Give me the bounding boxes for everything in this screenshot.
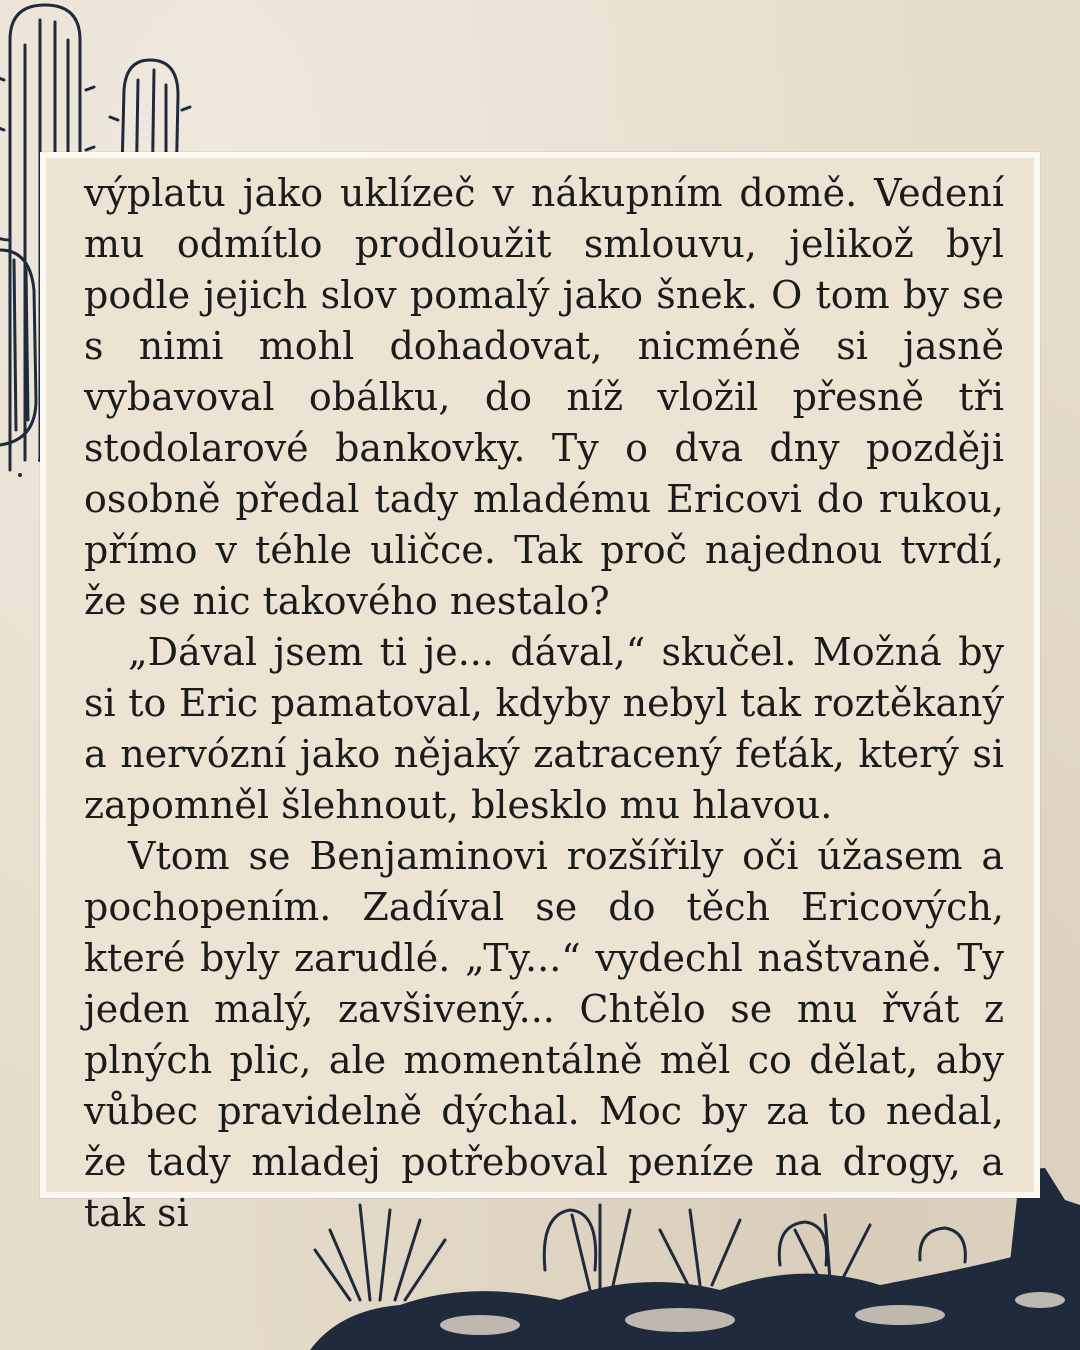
paragraph: „Dával jsem ti je... dával,“ skučel. Možná by si to Eric pamatoval, kdyby nebyl tak roztěkaný a nervózní jako nějaký zatracený feťák, který si zapomněl šlehnout, blesklo mu hlavou. [84,630,1004,827]
paragraph: výplatu jako uklízeč v nákupním domě. Vedení mu odmítlo prodloužit smlouvu, jelikož byl podle jejich slov pomalý jako šnek. O tom by se s nimi mohl dohadovat, nicméně si jasně vybavoval obálku, do níž vložil přesně tři stodolarové bankovky. Ty o dva dny později osobně předal tady mladému Ericovi do rukou, přímo v téhle uličce. Tak proč najednou tvrdí, že se nic takového nestalo? [84,171,1004,623]
document-body [84,168,1004,1239]
paragraph: Vtom se Benjaminovi rozšířily oči úžasem a pochopením. Zadíval se do těch Ericových, které byly zarudlé. „Ty...“ vydechl naštvaně. Ty jeden malý, zavšivený... Chtělo se mu řvát z plných plic, ale momentálně měl co dělat, aby vůbec pravidelně dýchal. Moc by za to nedal, že tady mladej potřeboval peníze na drogy, a tak si [84,834,1004,1235]
text-panel [40,152,1040,1235]
